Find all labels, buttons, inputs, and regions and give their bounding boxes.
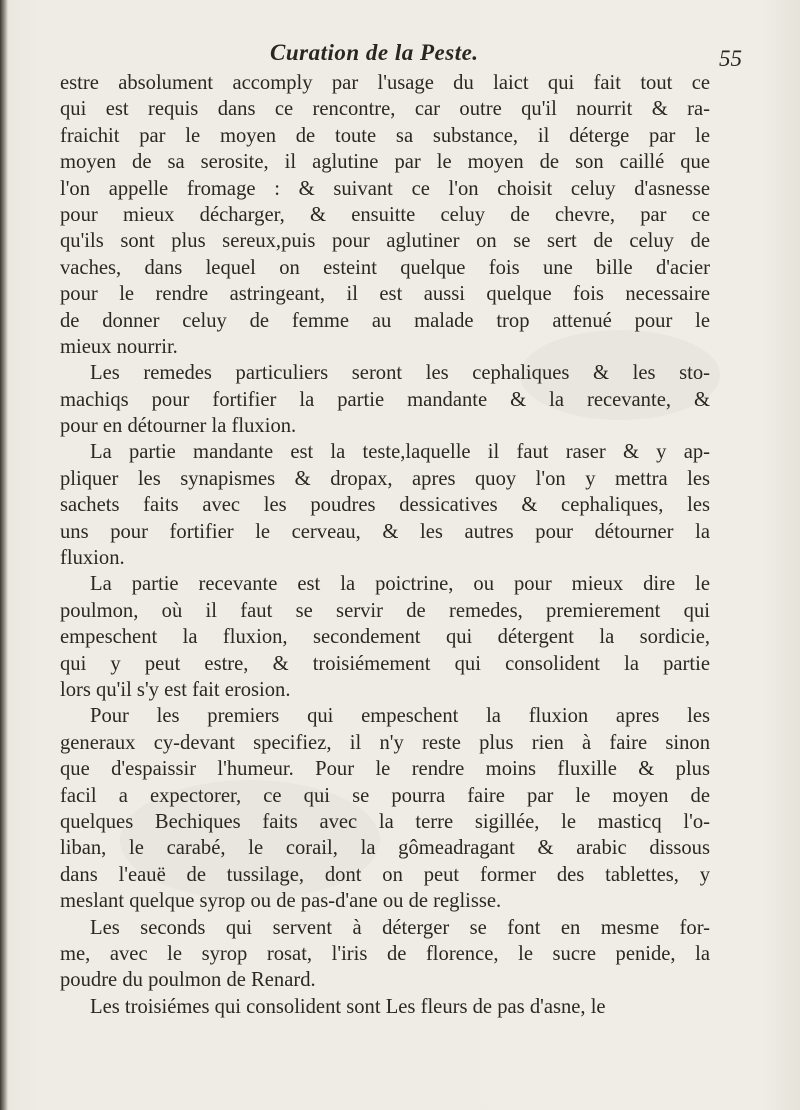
running-title: Curation de la Peste. [270,40,479,65]
text-line: estre absolument accomply par l'usage du laict qui fait tout ce [60,72,710,94]
text-line: facil a expectorer, ce qui se pourra faire par le moyen de [60,784,710,807]
text-line: lors qu'il s'y est fait erosion. [60,678,291,701]
text-line: La partie mandante est la teste,laquelle il faut raser & y ap- [90,441,710,464]
text-line: poudre du poulmon de Renard. [60,969,316,992]
text-line: fluxion. [60,547,125,570]
text-line: que d'espaissir l'humeur. Pour le rendre moins fluxille & plus [60,758,710,781]
text-line: sachets faits avec les poudres dessicatives & cephaliques, les [60,494,710,517]
text-line: vaches, dans lequel on esteint quelque fois une bille d'acier [60,256,710,279]
text-line: Les remedes particuliers seront les cephaliques & les sto- [90,362,710,385]
text-line: liban, le carabé, le corail, la gômeadragant & arabic dissous [60,837,710,860]
paragraph [60,915,710,994]
paragraph [60,703,710,914]
text-line: pour le rendre astringeant, il est aussi quelque fois necessaire [60,283,710,306]
paragraph [60,994,710,1020]
page-binding-edge [0,0,8,1110]
text-line: l'on appelle fromage : & suivant ce l'on choisit celuy d'asnesse [60,177,710,200]
paragraph [60,439,710,571]
text-line: mieux nourrir. [60,335,178,358]
text-line: uns pour fortifier le cerveau, & les autres pour détourner la [60,520,710,543]
text-line: Pour les premiers qui empeschent la fluxion apres les [90,705,710,728]
paragraph [60,360,710,439]
text-line: empeschent la fluxion, secondement qui détergent la sordicie, [60,626,710,649]
text-line: generaux cy-devant specifiez, il n'y reste plus rien à faire sinon [60,731,710,754]
text-line: qui y peut estre, & troisiémement qui consolident la partie [60,652,710,675]
text-line: de donner celuy de femme au malade trop attenué pour le [60,309,710,332]
text-line: moyen de sa serosite, il aglutine par le moyen de son caillé que [60,151,710,174]
page-number: 55 [719,46,742,71]
paragraph [60,571,710,703]
body-text [60,70,710,1020]
text-line: qui est requis dans ce rencontre, car outre qu'il nourrit & ra- [60,98,710,121]
text-line: machiqs pour fortifier la partie mandante & la recevante, & [60,388,710,411]
text-line: pliquer les synapismes & dropax, apres quoy l'on y mettra les [60,467,710,490]
text-line: qu'ils sont plus sereux,puis pour aglutiner on se sert de celuy de [60,230,710,253]
text-line: La partie recevante est la poictrine, ou pour mieux dire le [90,573,710,596]
text-line: poulmon, où il faut se servir de remedes, premierement qui [60,599,710,622]
text-line: me, avec le syrop rosat, l'iris de florence, le sucre penide, la [60,942,710,965]
text-line: Les troisiémes qui consolident sont Les fleurs de pas d'asne, le [90,995,606,1018]
text-line: dans l'eauë de tussilage, dont on peut former des tablettes, y [60,863,710,886]
text-line: pour mieux décharger, & ensuitte celuy de chevre, par ce [60,203,710,226]
text-line: fraichit par le moyen de toute sa substance, il déterge par le [60,124,710,147]
paragraph [60,70,710,360]
text-line: pour en détourner la fluxion. [60,415,297,438]
text-line: meslant quelque syrop ou de pas-d'ane ou de reglisse. [60,890,502,913]
text-line: quelques Bechiques faits avec la terre sigillée, le masticq l'o- [60,810,710,833]
text-line: Les seconds qui servent à déterger se font en mesme for- [90,916,710,939]
